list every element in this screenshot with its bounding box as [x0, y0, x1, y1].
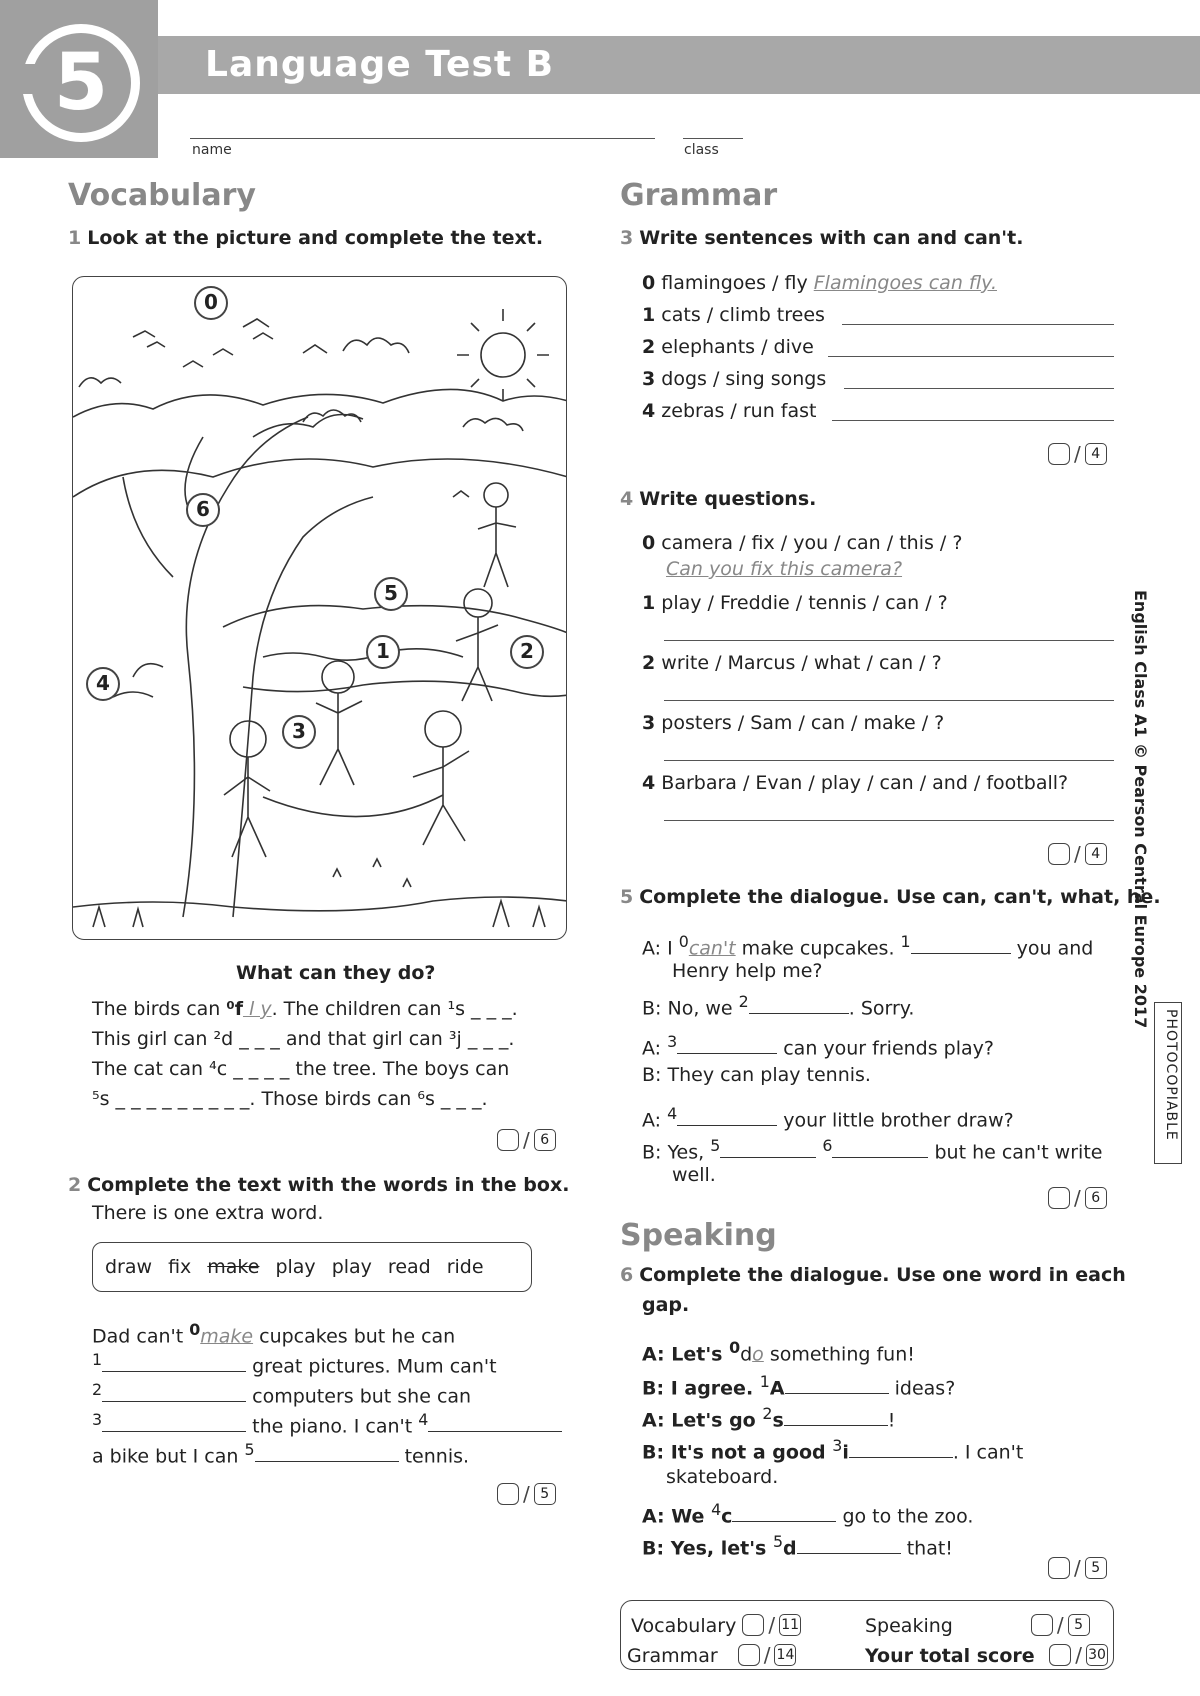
word-make: make — [207, 1256, 260, 1278]
answer-line[interactable] — [664, 640, 1114, 641]
word-fix: fix — [168, 1256, 192, 1278]
ex1-instruction: 1 Look at the picture and complete the text. — [68, 227, 544, 249]
answer-blank[interactable] — [428, 1414, 562, 1432]
answer-line[interactable] — [842, 324, 1114, 325]
word-play: play — [275, 1256, 316, 1278]
ex3-item-4: 4 zebras / run fast — [642, 400, 817, 422]
vocabulary-total-row: Vocabulary / 11 — [631, 1609, 801, 1637]
ex6-line-2: B: I agree. $^1$A ideas? — [642, 1372, 956, 1400]
score-box[interactable] — [1031, 1614, 1053, 1636]
ex2-line-5: a bike but I can $^5$ tennis. — [92, 1440, 470, 1468]
score-box[interactable] — [1048, 443, 1070, 465]
ex2-line-1: Dad can't $^0$make cupcakes but he can — [92, 1320, 456, 1348]
ex6-score: / 5 — [1048, 1556, 1107, 1580]
unit-number: 5 — [53, 38, 109, 128]
park-picture — [72, 276, 567, 940]
picture-marker-5: 5 — [374, 577, 408, 611]
picture-marker-0: 0 — [194, 286, 228, 320]
answer-line[interactable] — [664, 700, 1114, 701]
answer-blank[interactable] — [102, 1354, 246, 1372]
header-bar — [0, 36, 1200, 94]
ex4-item-0: 0 camera / fix / you / can / this / ? — [642, 532, 963, 554]
answer-blank[interactable] — [832, 1140, 928, 1158]
answer-line[interactable] — [664, 760, 1114, 761]
ex2-instruction-1: 2 Complete the text with the words in the box. — [68, 1174, 570, 1196]
class-label: class — [684, 142, 719, 158]
picture-marker-3: 3 — [282, 715, 316, 749]
score-box[interactable] — [497, 1483, 519, 1505]
ex6-line-7: B: Yes, let's $^5$d that! — [642, 1532, 953, 1560]
answer-blank[interactable] — [102, 1384, 246, 1402]
ex2-line-3: $^2$ computers but she can — [92, 1380, 472, 1408]
grammar-total-row: Grammar / 14 — [627, 1639, 796, 1667]
ex3-item-3: 3 dogs / sing songs — [642, 368, 827, 390]
answer-blank[interactable] — [732, 1504, 836, 1522]
unit-badge — [0, 0, 158, 158]
ex6-line-4: B: It's not a good $^3$i . I can't — [642, 1436, 1024, 1464]
ex6-instruction-1: 6 Complete the dialogue. Use one word in each — [620, 1264, 1126, 1286]
picture-marker-2: 2 — [510, 635, 544, 669]
score-box[interactable] — [738, 1644, 760, 1666]
picture-marker-1: 1 — [366, 635, 400, 669]
name-label: name — [192, 142, 232, 158]
ex4-item-4: 4 Barbara / Evan / play / can / and / football? — [642, 772, 1069, 794]
answer-blank[interactable] — [677, 1036, 777, 1054]
answer-blank[interactable] — [255, 1444, 399, 1462]
ex5-line-1: A: I $^0$can't make cupcakes. $^1$ you and — [642, 932, 1094, 960]
ex6-line-5: skateboard. — [666, 1466, 779, 1488]
score-box[interactable] — [1048, 1557, 1070, 1579]
ex5-line-8: well. — [672, 1164, 716, 1186]
ex2-line-2: $^1$ great pictures. Mum can't — [92, 1350, 497, 1378]
picture-caption: What can they do? — [236, 962, 436, 984]
class-field[interactable] — [683, 138, 743, 139]
ex6-line-6: A: We $^4$c go to the zoo. — [642, 1500, 974, 1528]
ex1-line-2: This girl can ²d _ _ _ and that girl can ³j _ _ _. — [92, 1028, 515, 1050]
score-summary-box — [620, 1600, 1114, 1670]
ex1-line-1: The birds can ⁰f l y. The children can ¹s _ _ _. — [92, 998, 518, 1020]
score-box[interactable] — [1048, 1187, 1070, 1209]
ex4-item-2: 2 write / Marcus / what / can / ? — [642, 652, 942, 674]
speaking-title: Speaking — [620, 1218, 777, 1253]
ex5-score: / 6 — [1048, 1186, 1107, 1210]
word-ride: ride — [446, 1256, 484, 1278]
name-field[interactable] — [190, 138, 655, 139]
copyright-text: English Class A1 © Pearson Central Europe 2017 — [1131, 590, 1150, 1029]
ex6-line-3: A: Let's go $^2$s ! — [642, 1404, 896, 1432]
speaking-total-row: Speaking / 5 — [865, 1609, 1090, 1637]
word-read: read — [387, 1256, 431, 1278]
ex5-line-3: B: No, we $^2$ . Sorry. — [642, 992, 915, 1020]
grammar-title: Grammar — [620, 178, 778, 213]
answer-blank[interactable] — [749, 996, 849, 1014]
ex3-item-0: 0 flamingoes / fly Flamingoes can fly. — [642, 272, 997, 294]
ex6-line-1: A: Let's $^0$do something fun! — [642, 1338, 915, 1366]
answer-line[interactable] — [844, 388, 1114, 389]
ex1-line-4: ⁵s _ _ _ _ _ _ _ _ _. Those birds can ⁶s _ _ _. — [92, 1088, 488, 1110]
answer-blank[interactable] — [677, 1108, 777, 1126]
ex5-line-2: Henry help me? — [672, 960, 823, 982]
score-box[interactable] — [1048, 843, 1070, 865]
ex5-line-7: B: Yes, $^5$ $^6$ but he can't write — [642, 1136, 1103, 1164]
ex4-score: / 4 — [1048, 842, 1107, 866]
ex2-instruction-2: There is one extra word. — [92, 1202, 324, 1224]
score-box[interactable] — [1049, 1644, 1071, 1666]
ex3-item-2: 2 elephants / dive — [642, 336, 814, 358]
answer-line[interactable] — [832, 420, 1114, 421]
ex1-score: / 6 — [497, 1128, 556, 1152]
vocabulary-title: Vocabulary — [68, 178, 256, 213]
ex6-instruction-2: gap. — [642, 1294, 690, 1316]
answer-line[interactable] — [664, 820, 1114, 821]
answer-blank[interactable] — [720, 1140, 816, 1158]
ex4-item-0-answer: Can you fix this camera? — [666, 558, 903, 580]
ex4-item-1: 1 play / Freddie / tennis / can / ? — [642, 592, 948, 614]
answer-blank[interactable] — [784, 1408, 888, 1426]
ex3-instruction: 3 Write sentences with can and can't. — [620, 227, 1024, 249]
answer-blank[interactable] — [102, 1414, 246, 1432]
ex4-item-3: 3 posters / Sam / can / make / ? — [642, 712, 945, 734]
answer-line[interactable] — [828, 356, 1114, 357]
picture-marker-4: 4 — [86, 667, 120, 701]
answer-blank[interactable] — [785, 1376, 889, 1394]
ex3-score: / 4 — [1048, 442, 1107, 466]
ex5-line-6: A: $^4$ your little brother draw? — [642, 1104, 1014, 1132]
total-score-row: Your total score / 30 — [865, 1639, 1108, 1667]
score-box[interactable] — [497, 1129, 519, 1151]
ex2-line-4: $^3$ the piano. I can't $^4$ — [92, 1410, 562, 1437]
ex5-instruction: 5 Complete the dialogue. Use can, can't, what, he. — [620, 886, 1161, 908]
word-play: play — [331, 1256, 372, 1278]
ex2-score: / 5 — [497, 1482, 556, 1506]
answer-blank[interactable] — [797, 1536, 901, 1554]
page-title: Language Test B — [205, 44, 555, 85]
picture-marker-6: 6 — [186, 493, 220, 527]
word-draw: draw — [105, 1256, 153, 1278]
park-illustration — [73, 277, 567, 940]
ex5-line-4: A: $^3$ can your friends play? — [642, 1032, 994, 1060]
ex1-line-3: The cat can ⁴c _ _ _ _ the tree. The boys can — [92, 1058, 510, 1080]
ex5-line-5: B: They can play tennis. — [642, 1064, 871, 1086]
score-box[interactable] — [742, 1614, 764, 1636]
word-box — [92, 1242, 532, 1292]
answer-blank[interactable] — [911, 936, 1011, 954]
photocopiable-box: PHOTOCOPIABLE — [1154, 1002, 1182, 1164]
ex3-item-1: 1 cats / climb trees — [642, 304, 825, 326]
ex4-instruction: 4 Write questions. — [620, 488, 817, 510]
answer-blank[interactable] — [849, 1440, 953, 1458]
